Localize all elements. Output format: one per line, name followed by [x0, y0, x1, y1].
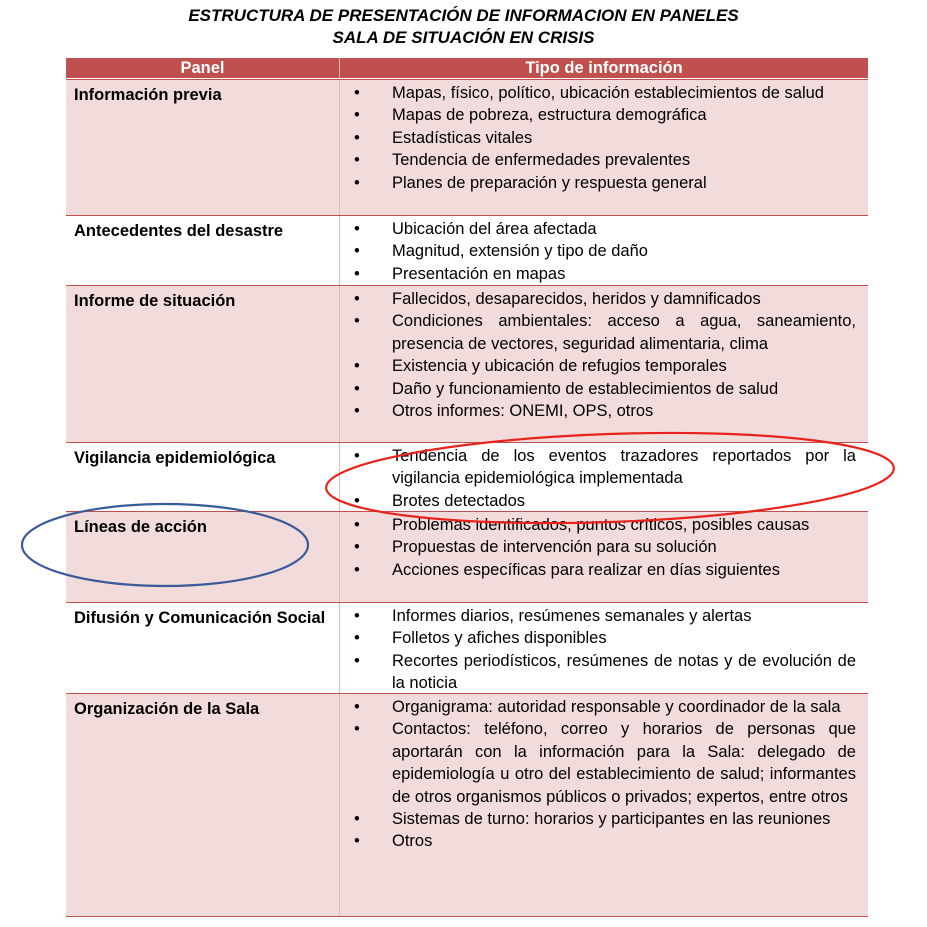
bullet-icon: •	[354, 810, 360, 829]
bullet-icon: •	[354, 538, 360, 557]
list-item: • Planes de preparación y respuesta general	[354, 172, 856, 194]
list-item: • Fallecidos, desaparecidos, heridos y damnificados	[354, 288, 856, 310]
list-item: • Ubicación del área afectada	[354, 218, 856, 240]
list-item: • Brotes detectados	[354, 490, 856, 512]
document-title-line2: SALA DE SITUACIÓN EN CRISIS	[332, 28, 595, 47]
bullet-icon: •	[354, 379, 360, 398]
list-item: • Problemas identificados, puntos críticos, posibles causas	[354, 514, 856, 536]
list-item: • Folletos y afiches disponibles	[354, 627, 856, 649]
table-row-antecedentes	[66, 215, 868, 285]
list-item: • Propuestas de intervención para su solución	[354, 536, 856, 558]
table-row-informacion-previa	[66, 79, 868, 215]
list-item: • Existencia y ubicación de refugios temporales	[354, 355, 856, 377]
info-list	[354, 696, 856, 853]
panel-label: Difusión y Comunicación Social	[74, 609, 326, 627]
table-bottom-border	[66, 916, 868, 917]
header-panel: Panel	[66, 58, 340, 78]
bullet-icon: •	[354, 312, 360, 331]
list-item: • Presentación en mapas	[354, 263, 856, 285]
bullet-icon: •	[354, 720, 360, 739]
info-list	[354, 445, 856, 512]
info-list	[354, 514, 856, 581]
bullet-icon: •	[354, 607, 360, 625]
panel-label: Informe de situación	[74, 292, 236, 310]
table-row-difusion	[66, 602, 868, 693]
bullet-icon: •	[354, 629, 360, 648]
list-item: • Organigrama: autoridad responsable y coordinador de la sala	[354, 696, 856, 718]
list-item: • Recortes periodísticos, resúmenes de notas y de evolución de la noticia	[354, 651, 856, 693]
bullet-icon: •	[354, 357, 360, 376]
bullet-icon: •	[354, 560, 360, 579]
bullet-icon: •	[354, 651, 360, 670]
table-row-informe-situacion	[66, 285, 868, 442]
list-item: • Tendencia de los eventos trazadores reportados por la vigilancia epidemiológica implementada	[354, 447, 856, 488]
info-list	[354, 288, 856, 422]
bullet-icon: •	[354, 242, 360, 261]
table-row-vigilancia	[66, 442, 868, 511]
bullet-icon: •	[354, 447, 360, 465]
info-list	[354, 82, 856, 194]
panel-label: Información previa	[74, 86, 222, 104]
info-list	[354, 218, 856, 285]
bullet-icon: •	[354, 151, 360, 170]
panel-label: Organización de la Sala	[74, 700, 260, 718]
table-row-organizacion	[66, 693, 868, 916]
table-row-lineas-accion	[66, 511, 868, 602]
list-item: • Mapas, físico, político, ubicación establecimientos de salud	[354, 82, 856, 104]
header-tipo-informacion: Tipo de información	[340, 58, 868, 78]
list-item: • Sistemas de turno: horarios y participantes en las reuniones	[354, 808, 856, 830]
list-item: • Informes diarios, resúmenes semanales y alertas	[354, 605, 856, 627]
list-item: • Contactos: teléfono, correo y horarios de personas que aportarán con la información para la Sala: delegado de epidemiología u otro del establecimiento de salud; informantes de otros organismos públicos o privados; expertos, entre otros	[354, 720, 856, 806]
bullet-icon: •	[354, 516, 360, 534]
list-item: • Otros informes: ONEMI, OPS, otros	[354, 400, 856, 422]
info-list	[354, 605, 856, 695]
bullet-icon: •	[354, 84, 360, 102]
bullet-icon: •	[354, 264, 360, 283]
list-item: • Estadísticas vitales	[354, 127, 856, 149]
panel-label: Antecedentes del desastre	[74, 222, 284, 240]
list-item: • Acciones específicas para realizar en días siguientes	[354, 559, 856, 581]
document-title-line1: ESTRUCTURA DE PRESENTACIÓN DE INFORMACION EN PANELES	[188, 6, 739, 25]
bullet-icon: •	[354, 106, 360, 125]
bullet-icon: •	[354, 698, 360, 716]
bullet-icon: •	[354, 491, 360, 510]
bullet-icon: •	[354, 128, 360, 147]
bullet-icon: •	[354, 290, 360, 308]
bullet-icon: •	[354, 832, 360, 851]
list-item: • Magnitud, extensión y tipo de daño	[354, 240, 856, 262]
bullet-icon: •	[354, 220, 360, 238]
list-item: • Daño y funcionamiento de establecimientos de salud	[354, 378, 856, 400]
list-item: • Tendencia de enfermedades prevalentes	[354, 149, 856, 171]
bullet-icon: •	[354, 402, 360, 421]
bullet-icon: •	[354, 173, 360, 192]
list-item: • Otros	[354, 830, 856, 852]
panel-label: Vigilancia epidemiológica	[74, 449, 276, 467]
list-item: • Mapas de pobreza, estructura demográfica	[354, 104, 856, 126]
panels-table	[66, 58, 868, 916]
list-item: • Condiciones ambientales: acceso a agua, saneamiento, presencia de vectores, seguridad alimentaria, clima	[354, 312, 856, 353]
panel-label: Líneas de acción	[74, 518, 207, 536]
